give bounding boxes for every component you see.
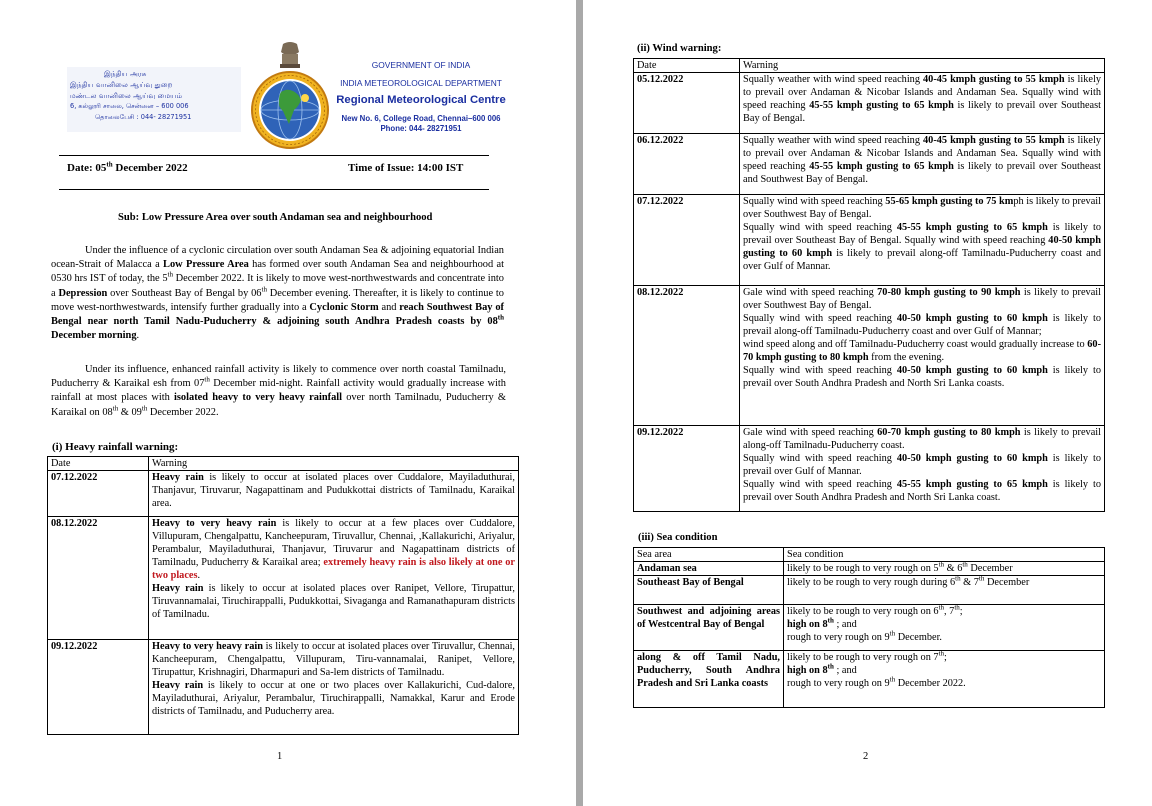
bold-text: 40-50 kmph gusting to 60 kmph xyxy=(896,453,1048,464)
row-condition xyxy=(784,605,1105,651)
area-text: Andaman sea xyxy=(637,563,697,574)
row-date xyxy=(634,426,740,512)
bold-text: 60-70 kmph gusting to 80 kmph xyxy=(877,427,1021,438)
tamil-line-2: இந்திய வானிலை ஆய்வு துறை xyxy=(70,80,173,89)
table-row xyxy=(634,286,1105,426)
bold-text: Heavy rain xyxy=(152,583,204,594)
wind-warning-title: (ii) Wind warning: xyxy=(637,43,722,54)
date-rest: December 2022 xyxy=(112,162,188,174)
header-sea-area: Sea area xyxy=(634,548,784,562)
condition-text: December 2022. xyxy=(895,678,966,689)
date-text: 05.12.2022 xyxy=(637,74,684,85)
warning-text: is likely to prevail along-off Tamilnadu-Puducherry coast and over Gulf of Mannar. xyxy=(743,248,1101,272)
bold-text: 45-55 kmph gusting to 65 kmph xyxy=(896,222,1048,233)
condition-text: likely to be rough to very rough on 5 xyxy=(787,563,939,574)
row-area xyxy=(634,576,784,605)
p2-text-1: Under its influence, enhanced rainfall activity is likely to commence over north coastal Tamilnadu, Puducherry & Karaikal esh from 07 xyxy=(51,364,506,390)
p1-sup-3: th xyxy=(497,313,504,322)
sup: th xyxy=(938,603,945,612)
sup: th xyxy=(955,574,961,583)
table-row xyxy=(634,73,1105,134)
date-text: 06.12.2022 xyxy=(637,135,684,146)
p2-sup-1: th xyxy=(204,375,210,384)
condition-text: December xyxy=(984,577,1030,588)
table-row xyxy=(634,605,1105,651)
warning-text: wind speed along and off Tamilnadu-Puducherry coast would gradually increase to xyxy=(743,339,1088,350)
row-date xyxy=(634,195,740,286)
tamil-line-1: இந்திய அரசு xyxy=(104,69,147,78)
page-2 xyxy=(583,0,1152,806)
warning-text: Squally weather with wind speed reaching xyxy=(743,74,924,85)
condition-text: likely to be rough to very rough during 6 xyxy=(787,577,956,588)
tamil-line-4: 6, கல்லூரி சாலை, சென்னை – 600 006 xyxy=(70,102,189,110)
table-header-row xyxy=(48,457,519,471)
warning-text: is likely to occur at a few places over Cuddalore, Villupuram, Chengalpattu, Kancheepuram, Tiruvallur, Chennai, ,Kallakurichi, Ariyalur, Perambalur, Mayiladuthurai, Thanjavur, Tiruvarur and Nagapattinam districts of Tamilnadu, Puducherry & Karaikal area; xyxy=(152,518,515,568)
tamil-header-block xyxy=(67,67,241,132)
table-header-row xyxy=(634,59,1105,73)
p2-text-3: over north Tamilnadu, Puducherry & Karaikal on 08 xyxy=(51,392,506,418)
header-date: Date xyxy=(634,59,740,73)
bold-text: high on 8 xyxy=(787,619,828,630)
condition-text: likely to be rough to very rough on 6 xyxy=(787,606,939,617)
p1-text-3: December 2022. It is likely to move west-northwestwards and concentrate into a xyxy=(51,273,504,299)
warning-text: from the evening. xyxy=(868,352,945,363)
row-warning xyxy=(740,73,1105,134)
table-row xyxy=(634,562,1105,576)
bold-text: 40-50 kmph gusting to 60 kmph xyxy=(896,365,1048,376)
tamil-line-3: மண்டல வானிலை ஆய்வு மையம் xyxy=(70,91,183,100)
condition-text: ; xyxy=(944,652,947,663)
row-warning xyxy=(740,286,1105,426)
subject-line: Sub: Low Pressure Area over south Andaman sea and neighbourhood xyxy=(118,212,433,223)
sup: th xyxy=(889,629,896,638)
row-warning xyxy=(740,134,1105,195)
table-row xyxy=(634,576,1105,605)
condition-text: ; xyxy=(959,606,963,617)
row-date xyxy=(634,73,740,134)
row-condition xyxy=(784,576,1105,605)
bold-text: Heavy to very heavy rain xyxy=(152,518,277,529)
warning-text: is likely to occur at isolated places over Tiruvallur, Chennai, Kancheepuram, Chengalpattu, Villupuram, Tiru-vannamalai, Ranipet, Vellore, Tirupattur, Krishnagiri, Dharmapuri and Sa-lem districts of Tamilnadu. xyxy=(152,641,516,678)
header-rule-top xyxy=(59,155,489,156)
date-text: 08.12.2022 xyxy=(51,518,98,529)
p1-text-1: Under the influence of a cyclonic circulation over south Andaman Sea & adjoining equatorial Indian ocean-Strait of Malacca a xyxy=(51,245,504,271)
condition-text: , 7 xyxy=(944,606,955,617)
warning-text: Squally wind with speed reaching xyxy=(743,365,897,376)
table-row xyxy=(634,426,1105,512)
condition-text: likely to be rough to very rough on 7 xyxy=(787,652,939,663)
warning-text: is likely to prevail along-off Tamilnadu-Puducherry coast. xyxy=(743,427,1101,451)
table-row xyxy=(634,134,1105,195)
warning-text: is likely to prevail over Gulf of Mannar. xyxy=(743,453,1101,477)
condition-text: December. xyxy=(895,632,943,643)
row-date xyxy=(634,134,740,195)
p1-text-7: . xyxy=(136,330,140,342)
condition-text: ; and xyxy=(833,665,857,676)
sup: th xyxy=(962,560,968,569)
tamil-line-5: தொலைபேசி : 044- 28271951 xyxy=(95,113,192,121)
p1-text-5: December evening. Thereafter, it is likely to continue to move west-northwestwards, intensify further gradually into a xyxy=(51,287,504,313)
warning-text: is likely to prevail over Andaman & Nicobar Islands and Andaman Sea. Squally wind with speed reaching xyxy=(743,74,1101,111)
sup: th xyxy=(827,662,834,671)
p1-text-2: has formed over south Andaman Sea and neighbourhood at 0530 hrs IST of today, the 5 xyxy=(51,259,505,285)
area-text: along & off Tamil Nadu, Puducherry, South Andhra Pradesh and Sri Lanka coasts xyxy=(637,652,780,689)
p1-sup-1: th xyxy=(167,270,173,279)
p1-bold-2: Depression xyxy=(58,287,108,299)
bold-text: 40-45 kmph gusting to 55 kmph xyxy=(923,135,1065,146)
date-text: 08.12.2022 xyxy=(637,287,684,298)
bold-text: 45-55 kmph gusting to 65 kmph xyxy=(896,479,1048,490)
date-text: 09.12.2022 xyxy=(51,641,98,652)
row-date xyxy=(48,517,149,640)
bold-text: 70-80 kmph gusting to 90 kmph xyxy=(877,287,1021,298)
issue-time: Time of Issue: 14:00 IST xyxy=(348,162,464,174)
page-number: 1 xyxy=(277,751,283,762)
warning-text: is likely to prevail over Southeast Bay of Bengal. xyxy=(743,100,1101,124)
bold-text: high on 8 xyxy=(787,665,828,676)
p2-sup-2: th xyxy=(112,404,119,413)
bold-text: 55-65 kmph gusting to 75 km xyxy=(885,196,1014,207)
date-text: 07.12.2022 xyxy=(637,196,684,207)
sup: th xyxy=(938,649,945,658)
row-area xyxy=(634,605,784,651)
sup: th xyxy=(827,616,834,625)
p1-bold-5: December morning xyxy=(51,330,137,342)
row-area xyxy=(634,651,784,708)
warning-text: Squally wind with speed reaching xyxy=(743,479,897,490)
row-condition xyxy=(784,562,1105,576)
warning-text: is likely to prevail over South Andhra Pradesh and North Sri Lanka coasts. xyxy=(743,365,1101,389)
bold-text: Heavy rain xyxy=(152,680,204,691)
p1-text-4: over Southeast Bay of Bengal by 06 xyxy=(107,287,262,299)
sup: th xyxy=(889,675,896,684)
warning-text: Gale wind with speed reaching xyxy=(743,427,878,438)
condition-text: & 7 xyxy=(960,577,979,588)
row-date xyxy=(48,471,149,517)
centre-title: Regional Meteorological Centre xyxy=(336,94,506,106)
paragraph-1 xyxy=(51,244,504,343)
warning-text: Squally wind with speed reaching xyxy=(743,313,897,324)
issue-date xyxy=(67,162,188,174)
row-warning xyxy=(740,426,1105,512)
centre-address: New No. 6, College Road, Chennai–600 006 xyxy=(341,114,501,123)
row-warning xyxy=(149,517,519,640)
table-header-row xyxy=(634,548,1105,562)
bold-text: 45-55 kmph gusting to 65 kmph xyxy=(809,100,954,111)
imd-logo xyxy=(247,40,333,152)
sea-condition-table xyxy=(633,547,1105,708)
centre-phone: Phone: 044- 28271951 xyxy=(380,124,462,133)
p2-text-4: & 09 xyxy=(118,406,142,418)
date-sup: th xyxy=(106,160,113,169)
extreme-rain-alert: extremely heavy rain is also likely at one or two places xyxy=(152,557,515,581)
sup: th xyxy=(938,560,945,569)
row-area xyxy=(634,562,784,576)
paragraph-2 xyxy=(51,363,506,420)
p1-sup-2: th xyxy=(261,285,267,294)
bold-text: 60-70 kmph gusting to 80 kmph xyxy=(743,339,1101,363)
condition-text: rough to very rough on 9 xyxy=(787,632,890,643)
dept-title: INDIA METEOROLOGICAL DEPARTMENT xyxy=(340,78,502,88)
p2-text-2: December mid-night. Rainfall activity would gradually increase with rainfall at most places with xyxy=(51,378,506,404)
warning-text: Squally wind with speed reaching xyxy=(743,196,886,207)
row-condition xyxy=(784,651,1105,708)
bold-text: 40-50 kmph gusting to 60 kmph xyxy=(896,313,1048,324)
page-number: 2 xyxy=(863,751,869,762)
area-text: Southeast Bay of Bengal xyxy=(637,577,744,588)
warning-text: Squally wind with speed reaching xyxy=(743,453,897,464)
p1-text-6: and xyxy=(378,301,400,313)
warning-text: is likely to prevail along-off Tamilnadu-Puducherry coast and over Gulf of Mannar; xyxy=(743,313,1101,337)
warning-text: ph is likely to prevail over Southwest Bay of Bengal. xyxy=(743,196,1101,220)
bold-text: 40-50 kmph gusting to 60 kmph xyxy=(743,235,1102,259)
header-warning: Warning xyxy=(149,457,519,471)
condition-text: rough to very rough on 9 xyxy=(787,678,890,689)
p2-sup-3: th xyxy=(141,404,148,413)
warning-text: . xyxy=(197,570,201,581)
warning-text: is likely to prevail over Andaman & Nicobar Islands and Andaman Sea. Squally wind with speed reaching xyxy=(743,135,1101,172)
condition-text: & 6 xyxy=(944,563,963,574)
bold-text: 45-55 kmph gusting to 65 kmph xyxy=(809,161,954,172)
bold-text: Heavy to very heavy rain xyxy=(152,641,263,652)
row-date xyxy=(634,286,740,426)
p2-bold-1: isolated heavy to very heavy rainfall xyxy=(174,392,343,404)
area-text: Southwest and adjoining areas of Westcentral Bay of Bengal xyxy=(637,606,780,630)
row-warning xyxy=(740,195,1105,286)
warning-text: is likely to occur at isolated places over Ranipet, Vellore, Tirupattur, Tiruvannamalai, Tiruchirappalli, Pudukkottai, Sivaganga and Ramanathapuram districts of Tamilnadu. xyxy=(152,583,516,620)
header-date: Date xyxy=(48,457,149,471)
date-label: Date: 05 xyxy=(67,162,107,174)
warning-text: is likely to prevail over South Andhra Pradesh and North Sri Lanka coast. xyxy=(743,479,1101,503)
warning-text: is likely to prevail over Southeast and Southwest Bay of Bengal. xyxy=(743,161,1101,185)
warning-text: Gale wind with speed reaching xyxy=(743,287,878,298)
bold-text: 40-45 kmph gusting to 55 kmph xyxy=(923,74,1065,85)
rain-warning-table xyxy=(47,456,519,735)
gov-title: GOVERNMENT OF INDIA xyxy=(371,60,471,70)
table-row xyxy=(634,195,1105,286)
header-sea-condition: Sea condition xyxy=(784,548,1105,562)
warning-text: is likely to prevail over Southwest Bay of Bengal. xyxy=(743,287,1101,311)
p1-bold-4: reach Southwest Bay of Bengal near north Tamil Nadu-Puducherry & adjoining south Andhra Pradesh coasts by 08 xyxy=(51,301,504,328)
table-row xyxy=(48,640,519,735)
rain-warning-title: (i) Heavy rainfall warning: xyxy=(52,441,179,453)
warning-text: is likely to prevail over Southeast Bay of Bengal. Squally wind with speed reaching xyxy=(743,222,1101,246)
date-text: 09.12.2022 xyxy=(637,427,684,438)
condition-text: December xyxy=(967,563,1013,574)
sup: th xyxy=(954,603,960,612)
warning-text: is likely to occur at isolated places over Cuddalore, Mayiladuthurai, Thanjavur, Tiruvarur, Nagapattinam and Pudukkottai districts of Tamilnadu, Karaikal area. xyxy=(152,472,515,509)
bold-text: Heavy rain xyxy=(152,472,204,483)
p1-bold-1: Low Pressure Area xyxy=(163,259,249,271)
date-text: 07.12.2022 xyxy=(51,472,98,483)
p2-text-5: December 2022. xyxy=(147,406,219,418)
warning-text: Squally wind with speed reaching xyxy=(743,222,897,233)
row-warning xyxy=(149,471,519,517)
wind-warning-table xyxy=(633,58,1105,512)
warning-text: is likely to occur at one or two places over Kallakurichi, Cud-dalore, Mayiladuthurai, Ariyalur, Perambalur, Tiruchirappalli, Namakkal, Karur and Erode districts of Tamilnadu, and Puducherry area. xyxy=(152,680,515,717)
p1-bold-3: Cyclonic Storm xyxy=(309,301,379,313)
warning-text: Squally weather with wind speed reaching xyxy=(743,135,924,146)
row-warning xyxy=(149,640,519,735)
condition-text: ; and xyxy=(833,619,857,630)
table-row xyxy=(48,471,519,517)
header-warning: Warning xyxy=(740,59,1105,73)
row-date xyxy=(48,640,149,735)
table-row xyxy=(48,517,519,640)
sup: th xyxy=(978,574,985,583)
sea-condition-title: (iii) Sea condition xyxy=(638,532,718,543)
table-row xyxy=(634,651,1105,708)
header-rule-bottom xyxy=(59,189,489,190)
